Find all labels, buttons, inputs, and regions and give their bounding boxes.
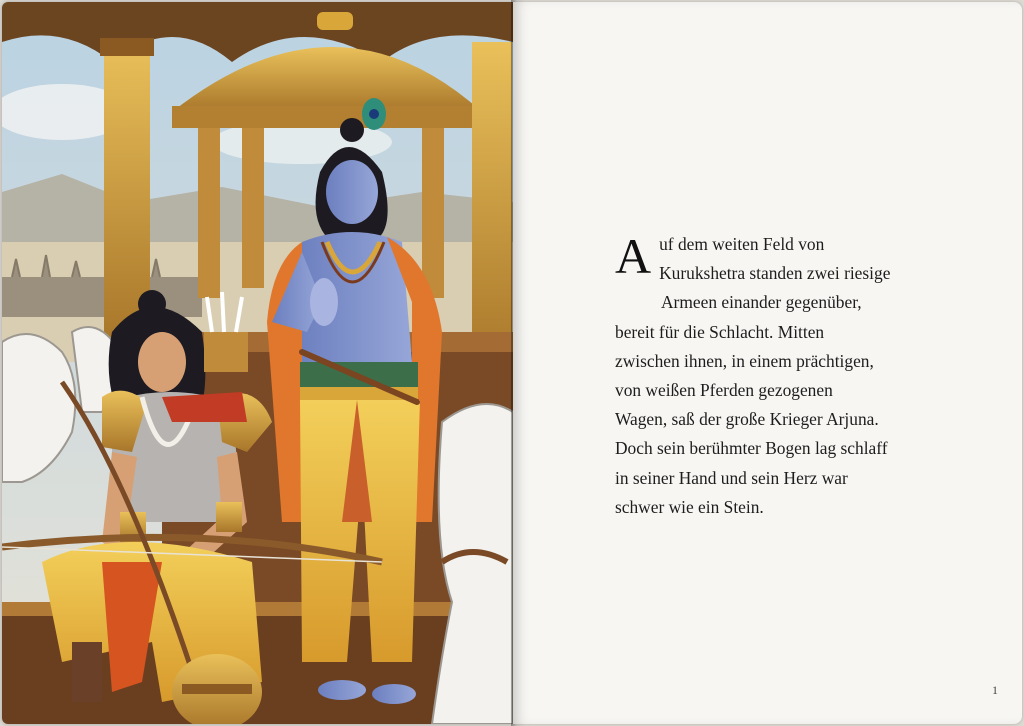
story-line: von weißen Pferden gezogenen [615,380,833,401]
story-line: in seiner Hand und sein Herz war [615,467,848,488]
story-line: bereit für die Schlacht. Mitten [615,321,825,342]
illustration-page [2,2,513,724]
story-line: zwischen ihnen, in einem prächtigen, [615,350,874,371]
text-page [513,2,1022,724]
story-line: Wagen, saß der große Krieger Arjuna. [615,409,879,430]
drop-cap: A [615,228,652,284]
story-paragraph [615,230,945,522]
story-line: schwer wie ein Stein. [615,496,764,517]
page-number: 1 [992,683,998,697]
story-line: uf dem weiten Feld von [659,234,825,254]
story-line: Kurukshetra standen zwei riesige [659,263,891,284]
story-line: Armeen einander gegenüber, [661,292,862,313]
story-line: Doch sein berühmter Bogen lag schlaff [615,438,888,459]
illustration-krishna-arjuna-chariot [2,2,513,724]
